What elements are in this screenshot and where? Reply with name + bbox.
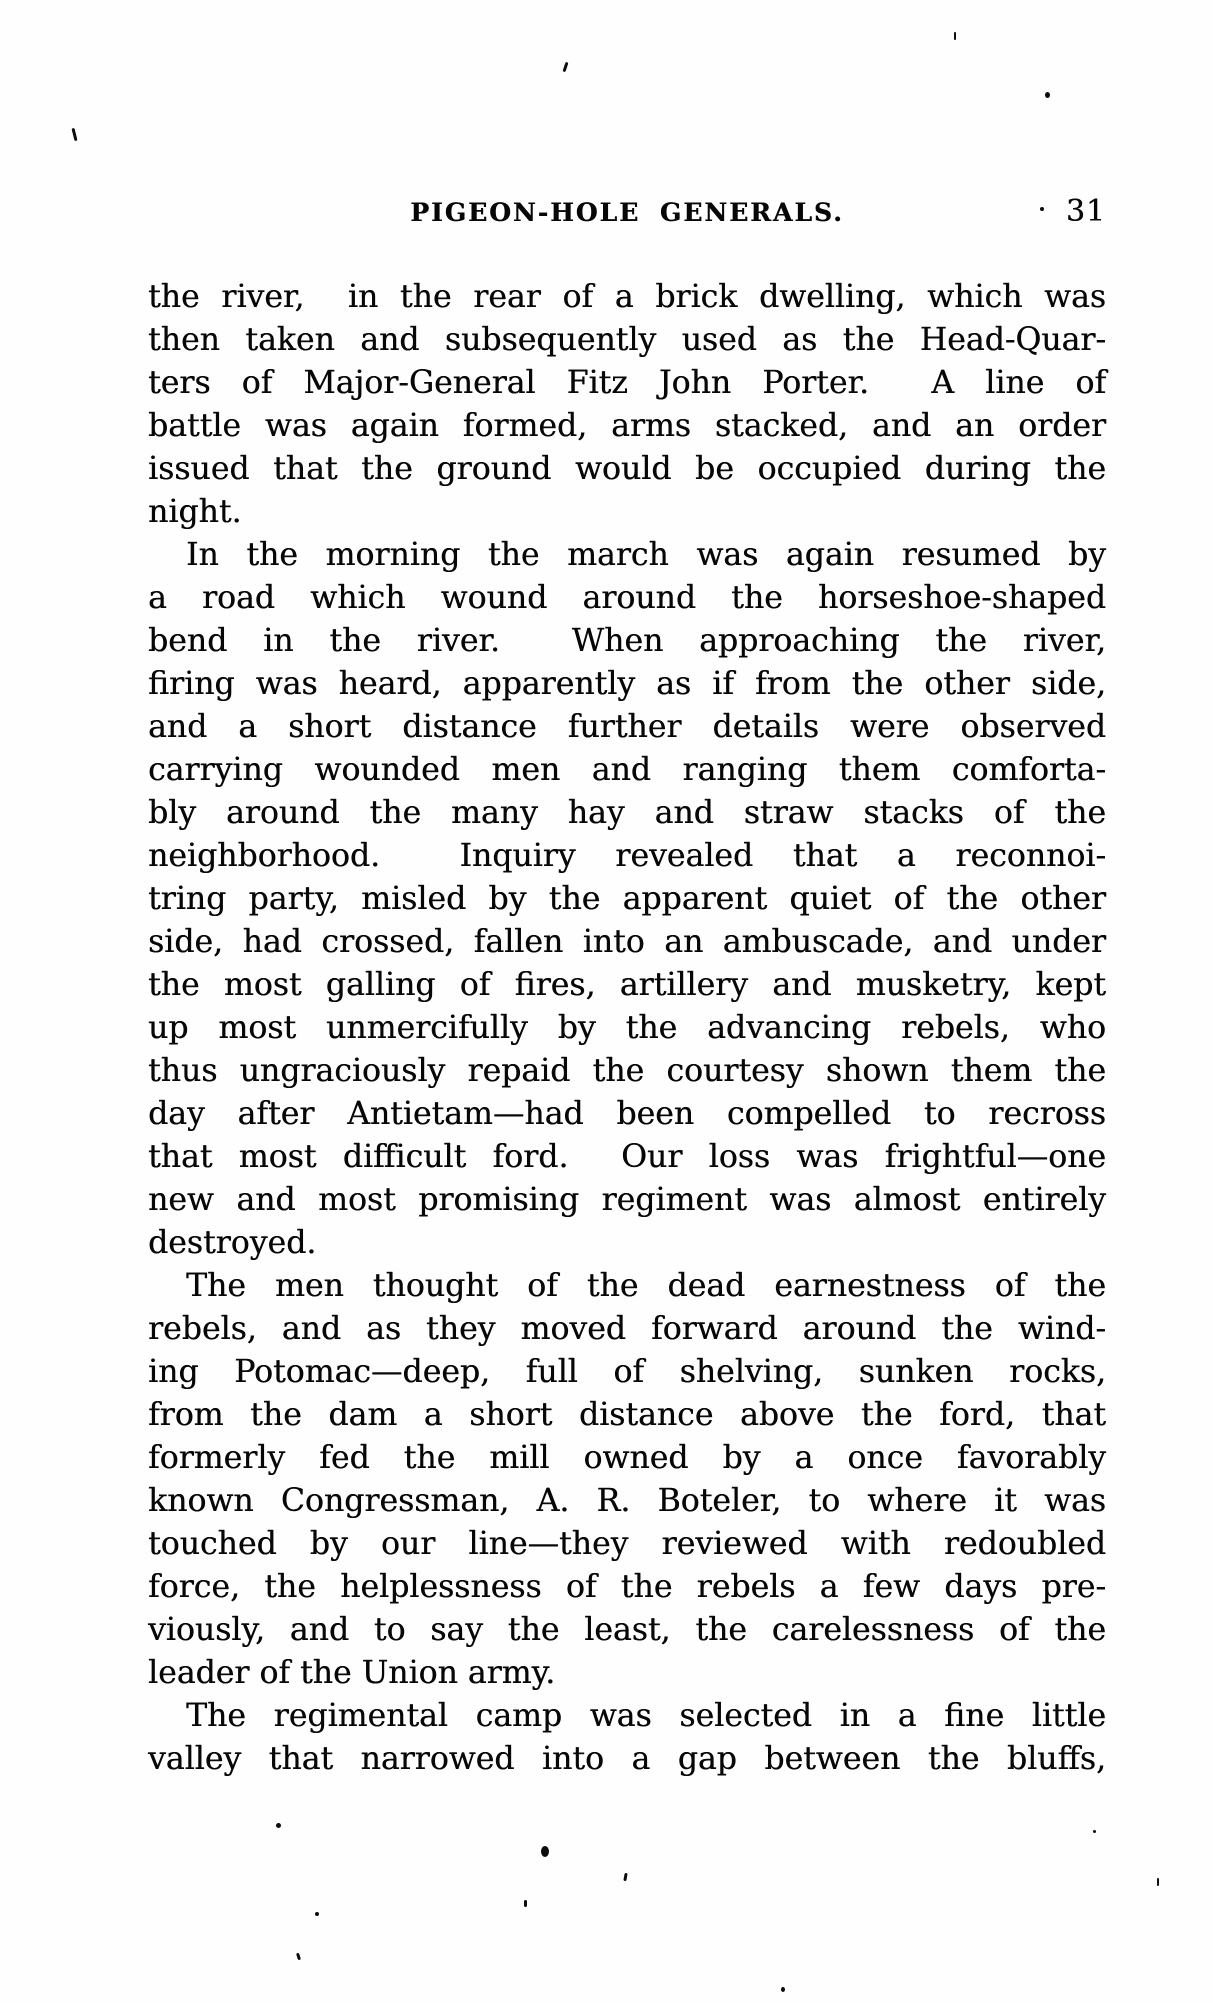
text-line: bend in the river. When approaching the river, [148, 623, 1106, 659]
text-line: leader of the Union army. [148, 1655, 556, 1691]
scan-speck [1157, 1878, 1159, 1886]
text-line: ters of Major-General Fitz John Porter. A line of [148, 365, 1106, 401]
running-title: PIGEON-HOLE GENERALS. [410, 198, 844, 227]
scan-speck [524, 1900, 527, 1907]
scan-speck [1093, 1830, 1096, 1833]
text-line: the river, in the rear of a brick dwelling, which was [148, 279, 1106, 315]
text-line: the most galling of fires, artillery and musketry, kept [148, 967, 1106, 1003]
text-line: side, had crossed, fallen into an ambuscade, and under [148, 924, 1106, 960]
scan-speck [276, 1823, 281, 1828]
scan-speck [71, 128, 77, 141]
text-line: firing was heard, apparently as if from the other side, [148, 666, 1106, 702]
text-line: carrying wounded men and ranging them comforta- [148, 752, 1106, 788]
text-line: valley that narrowed into a gap between the bluffs, [148, 1741, 1106, 1777]
scan-speck [1040, 207, 1044, 211]
text-line: thus ungraciously repaid the courtesy shown them the [148, 1053, 1106, 1089]
text-line: ing Potomac—deep, full of shelving, sunken rocks, [148, 1354, 1106, 1390]
text-line: battle was again formed, arms stacked, and an order [148, 408, 1106, 444]
page-header [148, 194, 1106, 232]
text-line: The regimental camp was selected in a fine little [186, 1698, 1106, 1734]
scan-speck [541, 1846, 549, 1857]
text-line: The men thought of the dead earnestness of the [186, 1268, 1106, 1304]
text-line: night. [148, 494, 242, 530]
scan-speck [315, 1912, 319, 1916]
text-line: day after Antietam—had been compelled to recross [148, 1096, 1106, 1132]
text-line: neighborhood. Inquiry revealed that a reconnoi- [148, 838, 1106, 874]
text-line: up most unmercifully by the advancing rebels, who [148, 1010, 1106, 1046]
text-line: In the morning the march was again resumed by [186, 537, 1106, 573]
page-number: 31 [1065, 194, 1106, 229]
text-line: a road which wound around the horseshoe-shaped [148, 580, 1106, 616]
scan-speck [563, 62, 569, 72]
text-line: destroyed. [148, 1225, 317, 1261]
text-line: rebels, and as they moved forward around the wind- [148, 1311, 1106, 1347]
text-line: and a short distance further details were observed [148, 709, 1106, 745]
text-line: viously, and to say the least, the carelessness of the [148, 1612, 1106, 1648]
text-line: bly around the many hay and straw stacks of the [148, 795, 1106, 831]
text-line: formerly fed the mill owned by a once favorably [148, 1440, 1106, 1476]
scan-speck [623, 1873, 627, 1881]
scan-speck [296, 1953, 301, 1961]
text-line: force, the helplessness of the rebels a few days pre- [148, 1569, 1106, 1605]
text-line: new and most promising regiment was almost entirely [148, 1182, 1106, 1218]
text-line: that most difficult ford. Our loss was frightful—one [148, 1139, 1106, 1175]
text-line: issued that the ground would be occupied during the [148, 451, 1106, 487]
text-line: tring party, misled by the apparent quiet of the other [148, 881, 1106, 917]
text-line: known Congressman, A. R. Boteler, to where it was [148, 1483, 1106, 1519]
scan-speck [954, 32, 956, 40]
scan-speck [781, 1987, 785, 1992]
page-body-text [148, 276, 1106, 1781]
text-line: touched by our line—they reviewed with redoubled [148, 1526, 1106, 1562]
scan-speck [1045, 92, 1050, 98]
text-line: from the dam a short distance above the ford, that [148, 1397, 1106, 1433]
text-line: then taken and subsequently used as the Head-Quar- [148, 322, 1106, 358]
